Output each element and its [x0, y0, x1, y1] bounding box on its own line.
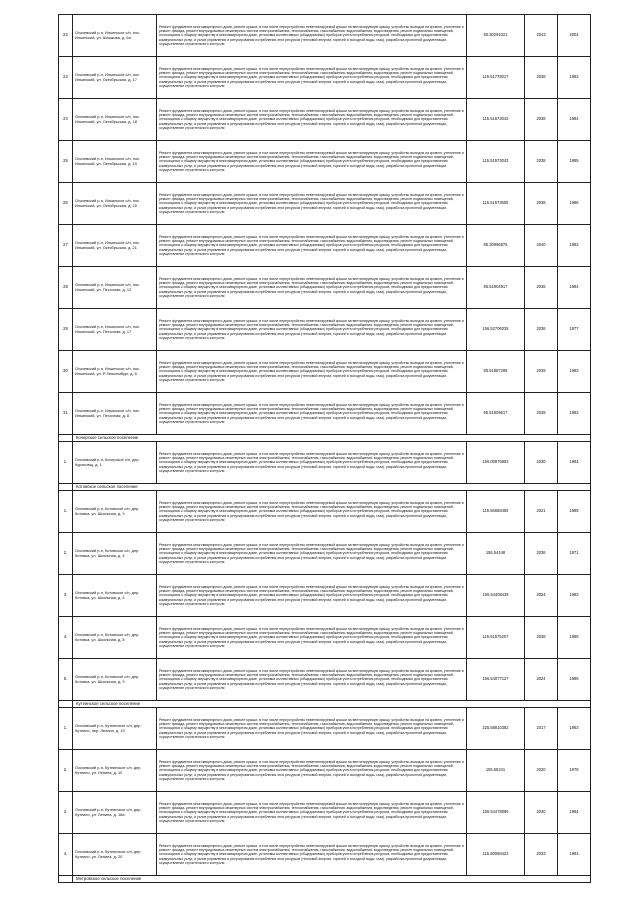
- row-number-cell: 27: [59, 225, 73, 267]
- row-number-cell: 22: [59, 15, 73, 57]
- section-title: Кутеинское сельское поселение: [73, 701, 591, 708]
- repair-year-cell: 2043: [525, 15, 558, 57]
- repair-year-cell: 2024: [525, 575, 558, 617]
- repair-year-cell: 2038: [525, 183, 558, 225]
- area-cell: 115.51573043: [467, 141, 525, 183]
- table-row: [59, 617, 591, 659]
- row-number-cell: 24: [59, 99, 73, 141]
- build-year-cell: 1989: [558, 659, 591, 701]
- work-description-cell: Ремонт фундамента многоквартирного дома, ремонт крыши, в том числе переустройство невентилируемой крыши на вентилируемую крышу, устройство выходов на кровлю, утепление и ремонт фасада, ремонт внутридомовых инженерных систем электроснабжения, теплоснабжения, газоснабжения, водоснабжения, водоотведения, ремонт подвальных помещений, относящихся к общему имуществу в многоквартирном доме, установка коллективных (общедомовых) приборов учета потребления ресурсов, необходимых для предоставления коммунальных услуг, и узлов управления и регулирования потребления этих ресурсов (тепловой энергии, горячей и холодной воды, газа), разработка проектной документации, осуществление строительного контроля: [157, 393, 467, 435]
- row-number-cell: 25: [59, 141, 73, 183]
- area-cell: 225.58810382: [467, 708, 525, 750]
- area-cell: 115.51573043: [467, 99, 525, 141]
- repair-year-cell: 2024: [525, 659, 558, 701]
- work-description-cell: Ремонт фундамента многоквартирного дома, ремонт крыши, в том числе переустройство невентилируемой крыши на вентилируемую крышу, устройство выходов на кровлю, утепление и ремонт фасада, ремонт внутридомовых инженерных систем электроснабжения, теплоснабжения, газоснабжения, водоснабжения, водоотведения, ремонт подвальных помещений, относящихся к общему имуществу в многоквартирном доме, установка коллективных (общедомовых) приборов учета потребления ресурсов, необходимых для предоставления коммунальных услуг, и узлов управления и регулирования потребления этих ресурсов (тепловой энергии, горячей и холодной воды, газа), разработка проектной документации, осуществление строительного контроля: [157, 575, 467, 617]
- repair-year-cell: 2040: [525, 225, 558, 267]
- row-number-cell: 26: [59, 183, 73, 225]
- area-cell: 115.51573605: [467, 183, 525, 225]
- repair-year-cell: 2036: [525, 309, 558, 351]
- section-number-cell: [59, 484, 73, 491]
- work-description-cell: Ремонт фундамента многоквартирного дома, ремонт крыши, в том числе переустройство невентилируемой крыши на вентилируемую крышу, устройство выходов на кровлю, утепление и ремонт фасада, ремонт внутридомовых инженерных систем электроснабжения, теплоснабжения, газоснабжения, водоснабжения, водоотведения, ремонт подвальных помещений, относящихся к общему имуществу в многоквартирном доме, установка коллективных (общедомовых) приборов учета потребления ресурсов, необходимых для предоставления коммунальных услуг, и узлов управления и регулирования потребления этих ресурсов (тепловой энергии, горячей и холодной воды, газа), разработка проектной документации, осуществление строительного контроля: [157, 183, 467, 225]
- work-description-cell: Ремонт фундамента многоквартирного дома, ремонт крыши, в том числе переустройство невентилируемой крыши на вентилируемую крышу, устройство выходов на кровлю, утепление и ремонт фасада, ремонт внутридомовых инженерных систем электроснабжения, теплоснабжения, газоснабжения, водоснабжения, водоотведения, ремонт подвальных помещений, относящихся к общему имуществу в многоквартирном доме, установка коллективных (общедомовых) приборов учета потребления ресурсов, необходимых для предоставления коммунальных услуг, и узлов управления и регулирования потребления этих ресурсов (тепловой энергии, горячей и холодной воды, газа), разработка проектной документации, осуществление строительного контроля: [157, 267, 467, 309]
- build-year-cell: 1984: [558, 99, 591, 141]
- area-cell: 156.54408439: [467, 575, 525, 617]
- address-cell: Охочевский р-н, Котовское с/п, дер. Котовка, ул. Школьная, д. 9: [73, 659, 157, 701]
- work-description-cell: Ремонт фундамента многоквартирного дома, ремонт крыши, в том числе переустройство невентилируемой крыши на вентилируемую крышу, устройство выходов на кровлю, утепление и ремонт фасада, ремонт внутридомовых инженерных систем электроснабжения, теплоснабжения, газоснабжения, водоснабжения, водоотведения, ремонт подвальных помещений, относящихся к общему имуществу в многоквартирном доме, установка коллективных (общедомовых) приборов учета потребления ресурсов, необходимых для предоставления коммунальных услуг, и узлов управления и регулирования потребления этих ресурсов (тепловой энергии, горячей и холодной воды, газа), разработка проектной документации, осуществление строительного контроля: [157, 442, 467, 484]
- section-title: Котовское сельское поселение: [73, 484, 591, 491]
- row-number-cell: 3.: [59, 792, 73, 834]
- build-year-cell: 1983: [558, 57, 591, 99]
- row-number-cell: 5.: [59, 659, 73, 701]
- build-year-cell: 1978: [558, 750, 591, 792]
- section-number-cell: [59, 876, 73, 883]
- build-year-cell: 1963: [558, 708, 591, 750]
- table-row: [59, 15, 591, 57]
- area-cell: 155.54448: [467, 533, 525, 575]
- row-number-cell: 30: [59, 351, 73, 393]
- capital-repair-register-table: [58, 14, 591, 883]
- build-year-cell: 1985: [558, 141, 591, 183]
- row-number-cell: 31: [59, 393, 73, 435]
- build-year-cell: 1983: [558, 351, 591, 393]
- repair-year-cell: 2033: [525, 834, 558, 876]
- area-cell: 95.51909517: [467, 393, 525, 435]
- address-cell: Охочевский р-н, Ильинское с/п, пос. Ильинский, ул. Шашкова, д. 6а: [73, 15, 157, 57]
- build-year-cell: 1986: [558, 183, 591, 225]
- table-row: [59, 533, 591, 575]
- repair-year-cell: 2038: [525, 617, 558, 659]
- row-number-cell: 2.: [59, 533, 73, 575]
- work-description-cell: Ремонт фундамента многоквартирного дома, ремонт крыши, в том числе переустройство невентилируемой крыши на вентилируемую крышу, устройство выходов на кровлю, утепление и ремонт фасада, ремонт внутридомовых инженерных систем электроснабжения, теплоснабжения, газоснабжения, водоснабжения, водоотведения, ремонт подвальных помещений, относящихся к общему имуществу в многоквартирном доме, установка коллективных (общедомовых) приборов учета потребления ресурсов, необходимых для предоставления коммунальных услуг, и узлов управления и регулирования потребления этих ресурсов (тепловой энергии, горячей и холодной воды, газа), разработка проектной документации, осуществление строительного контроля: [157, 351, 467, 393]
- area-cell: 115.51575207: [467, 617, 525, 659]
- row-number-cell: 1.: [59, 491, 73, 533]
- address-cell: Охочевский р-н, Кутеинское с/п, дер. Кутеино, ул. Ленина, д. 20: [73, 834, 157, 876]
- row-number-cell: 3.: [59, 575, 73, 617]
- work-description-cell: Ремонт фундамента многоквартирного дома, ремонт крыши, в том числе переустройство невентилируемой крыши на вентилируемую крышу, устройство выходов на кровлю, утепление и ремонт фасада, ремонт внутридомовых инженерных систем электроснабжения, теплоснабжения, газоснабжения, водоснабжения, водоотведения, ремонт подвальных помещений, относящихся к общему имуществу в многоквартирном доме, установка коллективных (общедомовых) приборов учета потребления ресурсов, необходимых для предоставления коммунальных услуг, и узлов управления и регулирования потребления этих ресурсов (тепловой энергии, горячей и холодной воды, газа), разработка проектной документации, осуществление строительного контроля: [157, 708, 467, 750]
- area-cell: 156.52706035: [467, 309, 525, 351]
- work-description-cell: Ремонт фундамента многоквартирного дома, ремонт крыши, в том числе переустройство невентилируемой крыши на вентилируемую крышу, устройство выходов на кровлю, утепление и ремонт фасада, ремонт внутридомовых инженерных систем электроснабжения, теплоснабжения, газоснабжения, водоснабжения, водоотведения, ремонт подвальных помещений, относящихся к общему имуществу в многоквартирном доме, установка коллективных (общедомовых) приборов учета потребления ресурсов, необходимых для предоставления коммунальных услуг, и узлов управления и регулирования потребления этих ресурсов (тепловой энергии, горячей и холодной воды, газа), разработка проектной документации, осуществление строительного контроля: [157, 15, 467, 57]
- build-year-cell: 2004: [558, 15, 591, 57]
- area-cell: 156.00876992: [467, 442, 525, 484]
- build-year-cell: 1983: [558, 225, 591, 267]
- table-row: [59, 183, 591, 225]
- address-cell: Охочевский р-н, Ильинское с/п, пос. Ильинский, ул. Октябрьская, д. 20: [73, 183, 157, 225]
- table-row: [59, 393, 591, 435]
- address-cell: Охочевский р-н, Ильинское с/п, пос. Ильинский, ул. Песочная, д. 8: [73, 393, 157, 435]
- table-row: [59, 141, 591, 183]
- table-row: [59, 309, 591, 351]
- work-description-cell: Ремонт фундамента многоквартирного дома, ремонт крыши, в том числе переустройство невентилируемой крыши на вентилируемую крышу, устройство выходов на кровлю, утепление и ремонт фасада, ремонт внутридомовых инженерных систем электроснабжения, теплоснабжения, газоснабжения, водоснабжения, водоотведения, ремонт подвальных помещений, относящихся к общему имуществу в многоквартирном доме, установка коллективных (общедомовых) приборов учета потребления ресурсов, необходимых для предоставления коммунальных услуг, и узлов управления и регулирования потребления этих ресурсов (тепловой энергии, горячей и холодной воды, газа), разработка проектной документации, осуществление строительного контроля: [157, 533, 467, 575]
- register-table-sheet: [58, 14, 590, 883]
- work-description-cell: Ремонт фундамента многоквартирного дома, ремонт крыши, в том числе переустройство невентилируемой крыши на вентилируемую крышу, устройство выходов на кровлю, утепление и ремонт фасада, ремонт внутридомовых инженерных систем электроснабжения, теплоснабжения, газоснабжения, водоснабжения, водоотведения, ремонт подвальных помещений, относящихся к общему имуществу в многоквартирном доме, установка коллективных (общедомовых) приборов учета потребления ресурсов, необходимых для предоставления коммунальных услуг, и узлов управления и регулирования потребления этих ресурсов (тепловой энергии, горячей и холодной воды, газа), разработка проектной документации, осуществление строительного контроля: [157, 834, 467, 876]
- section-title: Метровское сельское поселение: [73, 876, 591, 883]
- table-row: [59, 750, 591, 792]
- build-year-cell: 1983: [558, 393, 591, 435]
- address-cell: Охочевский р-н, Кутеинское с/п, дер. Кутеино, ул. Ленина, д. 10: [73, 750, 157, 792]
- repair-year-cell: 2036: [525, 267, 558, 309]
- row-number-cell: 29: [59, 309, 73, 351]
- table-row: [59, 267, 591, 309]
- work-description-cell: Ремонт фундамента многоквартирного дома, ремонт крыши, в том числе переустройство невентилируемой крыши на вентилируемую крышу, устройство выходов на кровлю, утепление и ремонт фасада, ремонт внутридомовых инженерных систем электроснабжения, теплоснабжения, газоснабжения, водоснабжения, водоотведения, ремонт подвальных помещений, относящихся к общему имуществу в многоквартирном доме, установка коллективных (общедомовых) приборов учета потребления ресурсов, необходимых для предоставления коммунальных услуг, и узлов управления и регулирования потребления этих ресурсов (тепловой энергии, горячей и холодной воды, газа), разработка проектной документации, осуществление строительного контроля: [157, 309, 467, 351]
- section-header-row: [59, 701, 591, 708]
- section-number-cell: [59, 701, 73, 708]
- section-header-row: [59, 876, 591, 883]
- row-number-cell: 1.: [59, 442, 73, 484]
- address-cell: Охочевский р-н, Ильинское с/п, пос. Ильинский, ул. Р. Люксембург, д. 6: [73, 351, 157, 393]
- row-number-cell: 23: [59, 57, 73, 99]
- area-cell: 115.56668459: [467, 491, 525, 533]
- table-row: [59, 57, 591, 99]
- address-cell: Охочевский р-н, Ильинское с/п, пос. Ильинский, ул. Песочная, д. 12: [73, 267, 157, 309]
- repair-year-cell: 2036: [525, 533, 558, 575]
- work-description-cell: Ремонт фундамента многоквартирного дома, ремонт крыши, в том числе переустройство невентилируемой крыши на вентилируемую крышу, устройство выходов на кровлю, утепление и ремонт фасада, ремонт внутридомовых инженерных систем электроснабжения, теплоснабжения, газоснабжения, водоснабжения, водоотведения, ремонт подвальных помещений, относящихся к общему имуществу в многоквартирном доме, установка коллективных (общедомовых) приборов учета потребления ресурсов, необходимых для предоставления коммунальных услуг, и узлов управления и регулирования потребления этих ресурсов (тепловой энергии, горячей и холодной воды, газа), разработка проектной документации, осуществление строительного контроля: [157, 750, 467, 792]
- build-year-cell: 1985: [558, 617, 591, 659]
- table-row: [59, 659, 591, 701]
- address-cell: Охочевский р-н, Котовское с/п, дер. Котовка, ул. Школьная, д. 5: [73, 575, 157, 617]
- build-year-cell: 1981: [558, 834, 591, 876]
- section-header-row: [59, 435, 591, 442]
- table-row: [59, 225, 591, 267]
- section-number-cell: [59, 435, 73, 442]
- row-number-cell: 4.: [59, 617, 73, 659]
- repair-year-cell: 2020: [525, 750, 558, 792]
- repair-year-cell: 2039: [525, 351, 558, 393]
- section-header-row: [59, 484, 591, 491]
- build-year-cell: 1971: [558, 533, 591, 575]
- row-number-cell: 4.: [59, 834, 73, 876]
- row-number-cell: 2.: [59, 750, 73, 792]
- build-year-cell: 1984: [558, 442, 591, 484]
- work-description-cell: Ремонт фундамента многоквартирного дома, ремонт крыши, в том числе переустройство невентилируемой крыши на вентилируемую крышу, устройство выходов на кровлю, утепление и ремонт фасада, ремонт внутридомовых инженерных систем электроснабжения, теплоснабжения, газоснабжения, водоснабжения, водоотведения, ремонт подвальных помещений, относящихся к общему имуществу в многоквартирном доме, установка коллективных (общедомовых) приборов учета потребления ресурсов, необходимых для предоставления коммунальных услуг, и узлов управления и регулирования потребления этих ресурсов (тепловой энергии, горячей и холодной воды, газа), разработка проектной документации, осуществление строительного контроля: [157, 99, 467, 141]
- area-cell: 95.51904917: [467, 267, 525, 309]
- work-description-cell: Ремонт фундамента многоквартирного дома, ремонт крыши, в том числе переустройство невентилируемой крыши на вентилируемую крышу, устройство выходов на кровлю, утепление и ремонт фасада, ремонт внутридомовых инженерных систем электроснабжения, теплоснабжения, газоснабжения, водоснабжения, водоотведения, ремонт подвальных помещений, относящихся к общему имуществу в многоквартирном доме, установка коллективных (общедомовых) приборов учета потребления ресурсов, необходимых для предоставления коммунальных услуг, и узлов управления и регулирования потребления этих ресурсов (тепловой энергии, горячей и холодной воды, газа), разработка проектной документации, осуществление строительного контроля: [157, 57, 467, 99]
- address-cell: Охочевский р-н, Ильинское с/п, пос. Ильинский, ул. Октябрьская, д. 17: [73, 57, 157, 99]
- address-cell: Охочевский р-н, Котовское с/п, дер. Котовка, ул. Школьная, д. 4: [73, 533, 157, 575]
- row-number-cell: 1.: [59, 708, 73, 750]
- repair-year-cell: 2038: [525, 141, 558, 183]
- address-cell: Охочевский р-н, Ильинское с/п, пос. Ильинский, ул. Октябрьская, д. 21: [73, 225, 157, 267]
- address-cell: Охочевский р-н, Кутеинское с/п, дер. Кутеино, пер. Ленина, д. 19: [73, 708, 157, 750]
- address-cell: Охочевский р-н, Ильинское с/п, пос. Ильинский, ул. Песочная, д. 17: [73, 309, 157, 351]
- address-cell: Охочевский р-н, Кутеинское с/п, дер. Кутеино, ул. Ленина, д. 18а: [73, 792, 157, 834]
- address-cell: Охочевский р-н, Ильинское с/п, пос. Ильинский, ул. Октябрьская, д. 18: [73, 99, 157, 141]
- area-cell: 85.30996876: [467, 225, 525, 267]
- area-cell: 50.30291021: [467, 15, 525, 57]
- work-description-cell: Ремонт фундамента многоквартирного дома, ремонт крыши, в том числе переустройство невентилируемой крыши на вентилируемую крышу, устройство выходов на кровлю, утепление и ремонт фасада, ремонт внутридомовых инженерных систем электроснабжения, теплоснабжения, газоснабжения, водоснабжения, водоотведения, ремонт подвальных помещений, относящихся к общему имуществу в многоквартирном доме, установка коллективных (общедомовых) приборов учета потребления ресурсов, необходимых для предоставления коммунальных услуг, и узлов управления и регулирования потребления этих ресурсов (тепловой энергии, горячей и холодной воды, газа), разработка проектной документации, осуществление строительного контроля: [157, 617, 467, 659]
- work-description-cell: Ремонт фундамента многоквартирного дома, ремонт крыши, в том числе переустройство невентилируемой крыши на вентилируемую крышу, устройство выходов на кровлю, утепление и ремонт фасада, ремонт внутридомовых инженерных систем электроснабжения, теплоснабжения, газоснабжения, водоснабжения, водоотведения, ремонт подвальных помещений, относящихся к общему имуществу в многоквартирном доме, установка коллективных (общедомовых) приборов учета потребления ресурсов, необходимых для предоставления коммунальных услуг, и узлов управления и регулирования потребления этих ресурсов (тепловой энергии, горячей и холодной воды, газа), разработка проектной документации, осуществление строительного контроля: [157, 141, 467, 183]
- table-row: [59, 708, 591, 750]
- repair-year-cell: 2030: [525, 442, 558, 484]
- area-cell: 156.54077127: [467, 659, 525, 701]
- table-row: [59, 442, 591, 484]
- address-cell: Охочевский р-н, Ильинское с/п, пос. Ильинский, ул. Октябрьская, д. 19: [73, 141, 157, 183]
- work-description-cell: Ремонт фундамента многоквартирного дома, ремонт крыши, в том числе переустройство невентилируемой крыши на вентилируемую крышу, устройство выходов на кровлю, утепление и ремонт фасада, ремонт внутридомовых инженерных систем электроснабжения, теплоснабжения, газоснабжения, водоснабжения, водоотведения, ремонт подвальных помещений, относящихся к общему имуществу в многоквартирном доме, установка коллективных (общедомовых) приборов учета потребления ресурсов, необходимых для предоставления коммунальных услуг, и узлов управления и регулирования потребления этих ресурсов (тепловой энергии, горячей и холодной воды, газа), разработка проектной документации, осуществление строительного контроля: [157, 491, 467, 533]
- table-row: [59, 834, 591, 876]
- table-row: [59, 99, 591, 141]
- build-year-cell: 1977: [558, 309, 591, 351]
- area-cell: 115.50068423: [467, 834, 525, 876]
- repair-year-cell: 2021: [525, 491, 558, 533]
- area-cell: 115.51778017: [467, 57, 525, 99]
- table-row: [59, 575, 591, 617]
- address-cell: Охочевский р-н, Кочерское с/п, дер. Курасовщ, д. 1: [73, 442, 157, 484]
- table-row: [59, 351, 591, 393]
- build-year-cell: 1983: [558, 575, 591, 617]
- address-cell: Охочевский р-н, Котовское с/п, дер. Котовка, ул. Школьная, д. 8: [73, 617, 157, 659]
- area-cell: 155.55341: [467, 750, 525, 792]
- area-cell: 155.54478086: [467, 792, 525, 834]
- repair-year-cell: 2038: [525, 57, 558, 99]
- table-row: [59, 792, 591, 834]
- repair-year-cell: 2039: [525, 393, 558, 435]
- area-cell: 95.51887285: [467, 351, 525, 393]
- work-description-cell: Ремонт фундамента многоквартирного дома, ремонт крыши, в том числе переустройство невентилируемой крыши на вентилируемую крышу, устройство выходов на кровлю, утепление и ремонт фасада, ремонт внутридомовых инженерных систем электроснабжения, теплоснабжения, газоснабжения, водоснабжения, водоотведения, ремонт подвальных помещений, относящихся к общему имуществу в многоквартирном доме, установка коллективных (общедомовых) приборов учета потребления ресурсов, необходимых для предоставления коммунальных услуг, и узлов управления и регулирования потребления этих ресурсов (тепловой энергии, горячей и холодной воды, газа), разработка проектной документации, осуществление строительного контроля: [157, 225, 467, 267]
- build-year-cell: 1984: [558, 267, 591, 309]
- address-cell: Охочевский р-н, Котовское с/п, дер. Котовка, ул. Школьная, д. 3: [73, 491, 157, 533]
- build-year-cell: 1985: [558, 491, 591, 533]
- work-description-cell: Ремонт фундамента многоквартирного дома, ремонт крыши, в том числе переустройство невентилируемой крыши на вентилируемую крышу, устройство выходов на кровлю, утепление и ремонт фасада, ремонт внутридомовых инженерных систем электроснабжения, теплоснабжения, газоснабжения, водоснабжения, водоотведения, ремонт подвальных помещений, относящихся к общему имуществу в многоквартирном доме, установка коллективных (общедомовых) приборов учета потребления ресурсов, необходимых для предоставления коммунальных услуг, и узлов управления и регулирования потребления этих ресурсов (тепловой энергии, горячей и холодной воды, газа), разработка проектной документации, осуществление строительного контроля: [157, 659, 467, 701]
- build-year-cell: 1984: [558, 792, 591, 834]
- work-description-cell: Ремонт фундамента многоквартирного дома, ремонт крыши, в том числе переустройство невентилируемой крыши на вентилируемую крышу, устройство выходов на кровлю, утепление и ремонт фасада, ремонт внутридомовых инженерных систем электроснабжения, теплоснабжения, газоснабжения, водоснабжения, водоотведения, ремонт подвальных помещений, относящихся к общему имуществу в многоквартирном доме, установка коллективных (общедомовых) приборов учета потребления ресурсов, необходимых для предоставления коммунальных услуг, и узлов управления и регулирования потребления этих ресурсов (тепловой энергии, горячей и холодной воды, газа), разработка проектной документации, осуществление строительного контроля: [157, 792, 467, 834]
- repair-year-cell: 2030: [525, 792, 558, 834]
- section-title: Кочерское сельское поселение: [73, 435, 591, 442]
- repair-year-cell: 2038: [525, 99, 558, 141]
- repair-year-cell: 2017: [525, 708, 558, 750]
- row-number-cell: 28: [59, 267, 73, 309]
- table-row: [59, 491, 591, 533]
